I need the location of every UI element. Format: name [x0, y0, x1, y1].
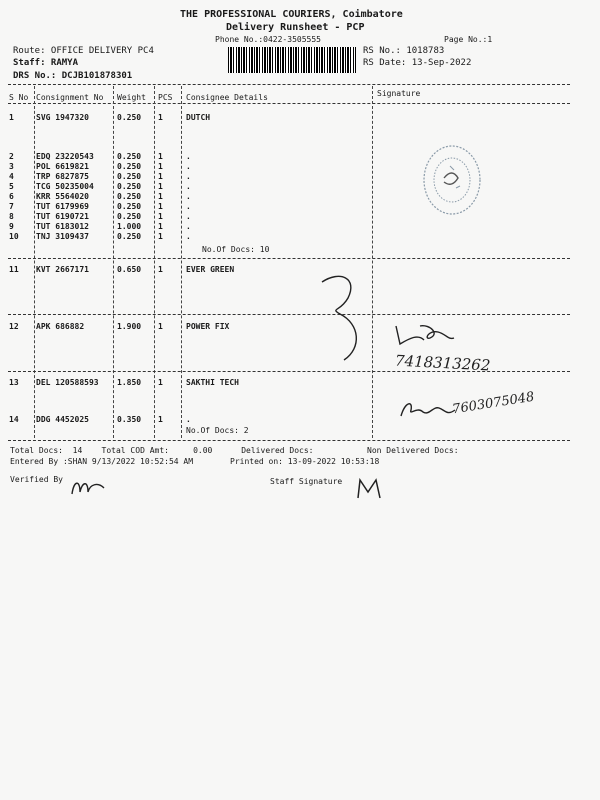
row-sno: 4 [9, 172, 14, 181]
row-consignment: DDG 4452025 [36, 415, 89, 424]
row-consignee: DUTCH [186, 113, 211, 122]
row-consignment: APK 686882 [36, 322, 85, 331]
printed-on: Printed on: 13-09-2022 10:53:18 [230, 457, 380, 466]
row-weight: 0.250 [117, 162, 142, 171]
row-pcs: 1 [158, 232, 163, 241]
drs-number: DRS No.: DCJB101878301 [13, 71, 133, 81]
total-cod-value: 0.00 [193, 446, 213, 455]
group-rule [8, 258, 570, 259]
row-pcs: 1 [158, 212, 163, 221]
row-pcs: 1 [158, 222, 163, 231]
row-sno: 11 [9, 265, 19, 274]
row-consignee: . [186, 152, 191, 161]
row-weight: 0.250 [117, 172, 142, 181]
row-consignment: TUT 6190721 [36, 212, 89, 221]
company-name: THE PROFESSIONAL COURIERS, Coimbatore [180, 9, 403, 20]
row-sno: 6 [9, 192, 14, 201]
row-sno: 9 [9, 222, 14, 231]
row-consignee: . [186, 212, 191, 221]
row-weight: 0.250 [117, 192, 142, 201]
row-weight: 1.900 [117, 322, 142, 331]
row-pcs: 1 [158, 378, 163, 387]
row-pcs: 1 [158, 265, 163, 274]
col-signature: Signature [377, 89, 421, 98]
col-sno: S No [9, 93, 29, 102]
row-pcs: 1 [158, 162, 163, 171]
signature-row12-icon [390, 320, 460, 350]
row-consignment: DEL 120588593 [36, 378, 99, 387]
row-sno: 10 [9, 232, 19, 241]
row-sno: 7 [9, 202, 14, 211]
row-consignee: . [186, 232, 191, 241]
row-consignee: . [186, 222, 191, 231]
staff-label: Staff: RAMYA [13, 58, 79, 68]
row-sno: 3 [9, 162, 14, 171]
total-cod-label: Total COD Amt: [101, 446, 169, 455]
table-header-rule [8, 103, 570, 104]
total-docs-value: 14 [72, 446, 83, 455]
route-label: Route: OFFICE DELIVERY PC4 [13, 46, 154, 56]
row-weight: 0.250 [117, 182, 142, 191]
row-pcs: 1 [158, 202, 163, 211]
rs-date: RS Date: 13-Sep-2022 [363, 58, 472, 68]
row-sno: 8 [9, 212, 14, 221]
col-weight: Weight [117, 93, 146, 102]
row-consignee: . [186, 415, 191, 424]
rs-number: RS No.: 1018783 [363, 46, 445, 56]
staff-signature-label: Staff Signature [270, 477, 343, 486]
row-consignment: KRR 5564020 [36, 192, 89, 201]
verifier-signature-icon [68, 476, 108, 498]
row-consignment: EDQ 23220543 [36, 152, 94, 161]
column-divider [372, 86, 373, 438]
row-consignment: TCG 50235004 [36, 182, 94, 191]
column-divider [154, 86, 155, 438]
stamp-seal-icon [420, 140, 484, 220]
row-consignee: POWER FIX [186, 322, 230, 331]
row-pcs: 1 [158, 152, 163, 161]
row-sno: 2 [9, 152, 14, 161]
row-consignee: . [186, 202, 191, 211]
column-divider [113, 86, 114, 438]
row-pcs: 1 [158, 172, 163, 181]
row-consignee: . [186, 182, 191, 191]
footer-totals [10, 446, 313, 455]
row-consignment: SVG 1947320 [36, 113, 89, 122]
col-consignment: Consignment No [36, 93, 104, 102]
handwritten-mark-icon [310, 268, 380, 368]
verified-by-label: Verified By [10, 475, 63, 484]
row-consignment: KVT 2667171 [36, 265, 89, 274]
row-weight: 1.000 [117, 222, 142, 231]
table-bottom-rule [8, 440, 570, 441]
barcode [228, 47, 356, 73]
row-consignment: POL 6619821 [36, 162, 89, 171]
row-consignment: TRP 6827875 [36, 172, 89, 181]
row-weight: 0.250 [117, 152, 142, 161]
row-weight: 0.250 [117, 212, 142, 221]
row-weight: 0.650 [117, 265, 142, 274]
row-consignment: TNJ 3109437 [36, 232, 89, 241]
row-consignee: EVER GREEN [186, 265, 235, 274]
entered-by: Entered By :SHAN 9/13/2022 10:52:54 AM [10, 457, 194, 466]
row-sno: 1 [9, 113, 14, 122]
phone-number: Phone No.:0422-3505555 [215, 35, 321, 44]
row-sno: 13 [9, 378, 19, 387]
group-doc-count: No.Of Docs: 2 [186, 426, 249, 435]
row-sno: 14 [9, 415, 19, 424]
col-pcs: PCS [158, 93, 173, 102]
row-consignee: SAKTHI TECH [186, 378, 239, 387]
row-weight: 0.350 [117, 415, 142, 424]
handwritten-phone-row13: 7603075048 [451, 389, 536, 418]
row-consignee: . [186, 162, 191, 171]
delivered-label: Delivered Docs: [241, 446, 314, 455]
row-weight: 0.250 [117, 232, 142, 241]
row-pcs: 1 [158, 113, 163, 122]
row-weight: 1.850 [117, 378, 142, 387]
row-pcs: 1 [158, 192, 163, 201]
col-consignee: Consignee Details [186, 93, 268, 102]
group-rule [8, 314, 570, 315]
row-consignment: TUT 6179969 [36, 202, 89, 211]
staff-signature-icon [352, 476, 386, 502]
group-doc-count: No.Of Docs: 10 [202, 245, 270, 254]
row-consignee: . [186, 172, 191, 181]
column-divider [34, 86, 35, 438]
row-consignee: . [186, 192, 191, 201]
row-weight: 0.250 [117, 202, 142, 211]
handwritten-phone-row12: 7418313262 [394, 351, 491, 375]
column-divider [181, 86, 182, 438]
total-docs-label: Total Docs: [10, 446, 63, 455]
runsheet-subtitle: Delivery Runsheet - PCP [226, 22, 365, 33]
row-pcs: 1 [158, 415, 163, 424]
row-pcs: 1 [158, 182, 163, 191]
row-pcs: 1 [158, 322, 163, 331]
non-delivered-label: Non Delivered Docs: [367, 446, 459, 455]
row-consignment: TUT 6183012 [36, 222, 89, 231]
row-sno: 12 [9, 322, 19, 331]
row-weight: 0.250 [117, 113, 142, 122]
page-number: Page No.:1 [444, 35, 493, 44]
table-top-rule [8, 84, 570, 85]
row-sno: 5 [9, 182, 14, 191]
